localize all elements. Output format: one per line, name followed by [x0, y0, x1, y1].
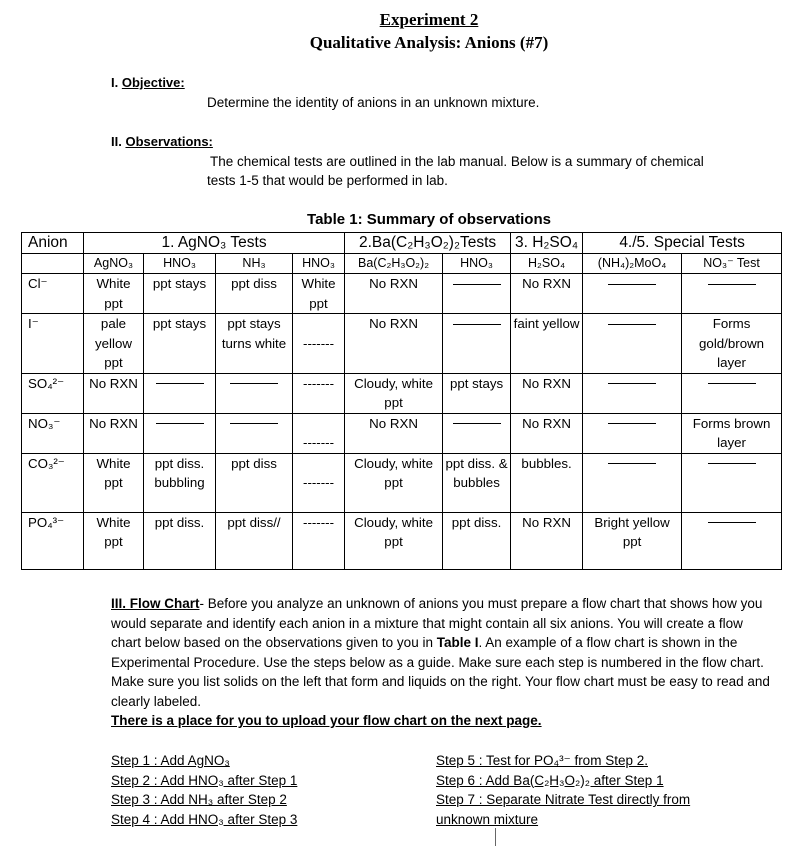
- dash-cell: [682, 274, 782, 314]
- anion-cell: SO₄²⁻: [22, 373, 84, 413]
- table-cell: ppt stays: [144, 314, 216, 374]
- objective-label: Objective:: [121, 75, 185, 90]
- ba-group-header: 2.Ba(C₂H₃O₂)₂Tests: [345, 233, 511, 254]
- table-cell: Cloudy, white ppt: [345, 453, 443, 512]
- dash-cell: [583, 453, 682, 512]
- table-cell: ppt diss: [216, 453, 293, 512]
- table-cell: No RXN: [84, 373, 144, 413]
- table-cell: faint yellow: [511, 314, 583, 374]
- steps-right-column: [436, 751, 690, 829]
- table-cell: ppt stays: [443, 373, 511, 413]
- experiment-subtitle: Qualitative Analysis: Anions (#7): [309, 33, 549, 52]
- table-cell: ppt diss: [216, 274, 293, 314]
- step-item: Step 2 : Add HNO₃ after Step 1: [111, 772, 298, 788]
- step-item: unknown mixture: [436, 811, 539, 827]
- table-cell: Bright yellow ppt: [583, 512, 682, 569]
- dash-cell: [443, 314, 511, 374]
- h2so4-group-header: 3. H₂SO₄: [511, 233, 583, 254]
- table-cell: No RXN: [511, 274, 583, 314]
- dash-cell: [144, 373, 216, 413]
- table-cell: -------: [293, 413, 345, 453]
- table-cell: White ppt: [84, 274, 144, 314]
- table-cell: No RXN: [511, 373, 583, 413]
- sub-header-cell: HNO₃: [293, 254, 345, 274]
- experiment-title: Experiment 2: [379, 10, 479, 29]
- table-row-nitrate: [22, 413, 782, 453]
- table-cell: Forms brown layer: [682, 413, 782, 453]
- observations-label: Observations:: [125, 134, 213, 149]
- step-item: Step 6 : Add Ba(C₂H₃O₂)₂ after Step 1: [436, 772, 664, 788]
- dash-cell: [682, 373, 782, 413]
- table-sub-header: [22, 254, 782, 274]
- anion-cell: I⁻: [22, 314, 84, 374]
- sub-header-cell: (NH₄)₂MoO₄: [583, 254, 682, 274]
- table-row-sulfate: [22, 373, 782, 413]
- step-item: Step 4 : Add HNO₃ after Step 3: [111, 811, 298, 827]
- flow-chart-text-2: . An example of a flow chart is shown in the Experimental Procedure. Use the steps below as a guide. Make sure each step is numbered in the flow chart. Make sure you list solids on the left that form and liquids on the right. Your flow chart must be easy to read and clearly labeled.: [111, 635, 770, 709]
- dash-cell: [583, 314, 682, 374]
- steps-left-column: [111, 751, 297, 829]
- anion-cell: PO₄³⁻: [22, 512, 84, 569]
- table-cell: -------: [293, 512, 345, 569]
- sub-header-cell: NO₃⁻ Test: [682, 254, 782, 274]
- table-cell: Forms gold/brown layer: [682, 314, 782, 374]
- sub-header-cell: HNO₃: [443, 254, 511, 274]
- table-cell: pale yellow ppt: [84, 314, 144, 374]
- table-cell: No RXN: [511, 512, 583, 569]
- table-group-header: [22, 233, 782, 254]
- dash-cell: [216, 413, 293, 453]
- step-item: Step 3 : Add NH₃ after Step 2: [111, 792, 287, 807]
- step-item: Step 5 : Test for PO₄³⁻ from Step 2.: [436, 753, 648, 768]
- dash-cell: [682, 512, 782, 569]
- observations-heading: [111, 134, 213, 149]
- dash-cell: [144, 413, 216, 453]
- dash-cell: [443, 413, 511, 453]
- table-cell: White ppt: [84, 512, 144, 569]
- sub-header-cell: H₂SO₄: [511, 254, 583, 274]
- flow-chart-text-1: - Before you analyze an unknown of anions you must prepare a flow chart that shows how you would separate and identify each anion in a mixture that might contain all six anions. You will create a flow chart below based on the observations given to you in: [111, 596, 763, 650]
- text-cursor: [495, 828, 496, 846]
- table-cell: ppt diss. bubbling: [144, 453, 216, 512]
- anion-cell: CO₃²⁻: [22, 453, 84, 512]
- table-cell: -------: [293, 373, 345, 413]
- table-row-iodide: [22, 314, 782, 374]
- agno3-group-header: 1. AgNO₃ Tests: [84, 233, 345, 254]
- table-cell: -------: [293, 453, 345, 512]
- table-cell: ppt diss.: [144, 512, 216, 569]
- table-cell: ppt diss.: [443, 512, 511, 569]
- table-cell: No RXN: [345, 314, 443, 374]
- dash-cell: [583, 413, 682, 453]
- sub-header-cell: NH₃: [216, 254, 293, 274]
- sub-header-cell: AgNO₃: [84, 254, 144, 274]
- dash-cell: [583, 373, 682, 413]
- objective-number: I.: [111, 75, 119, 90]
- table-row-chloride: [22, 274, 782, 314]
- table-cell: ppt stays: [144, 274, 216, 314]
- anion-cell: NO₃⁻: [22, 413, 84, 453]
- blank-cell: [22, 254, 84, 274]
- objective-heading: [111, 75, 185, 90]
- upload-note: There is a place for you to upload your flow chart on the next page.: [111, 713, 542, 728]
- dash-cell: [583, 274, 682, 314]
- dash-cell: [216, 373, 293, 413]
- objective-text: Determine the identity of anions in an unknown mixture.: [207, 95, 540, 110]
- table-cell: White ppt: [84, 453, 144, 512]
- table-row-carbonate: [22, 453, 782, 512]
- table-cell: Cloudy, white ppt: [345, 373, 443, 413]
- observations-number: II.: [111, 134, 122, 149]
- table-cell: Cloudy, white ppt: [345, 512, 443, 569]
- observations-line-1: The chemical tests are outlined in the lab manual. Below is a summary of chemical: [210, 154, 704, 169]
- table-reference: Table I: [436, 635, 479, 650]
- step-item: Step 7 : Separate Nitrate Test directly from: [436, 792, 691, 807]
- dash-cell: [443, 274, 511, 314]
- table-cell: bubbles.: [511, 453, 583, 512]
- table-cell: No RXN: [84, 413, 144, 453]
- table-cell: White ppt: [293, 274, 345, 314]
- special-group-header: 4./5. Special Tests: [583, 233, 782, 254]
- table-cell: -------: [293, 314, 345, 374]
- table-cell: No RXN: [345, 274, 443, 314]
- anion-header: Anion: [22, 233, 84, 254]
- dash-cell: [682, 453, 782, 512]
- table-cell: ppt diss. & bubbles: [443, 453, 511, 512]
- sub-header-cell: Ba(C₂H₃O₂)₂: [345, 254, 443, 274]
- flow-chart-instructions: [111, 594, 771, 731]
- observations-table: [21, 232, 782, 570]
- step-item: Step 1 : Add AgNO₃: [111, 753, 230, 768]
- sub-header-cell: HNO₃: [144, 254, 216, 274]
- observations-line-2: tests 1-5 that would be performed in lab.: [207, 173, 448, 188]
- table-cell: No RXN: [511, 413, 583, 453]
- table-cell: ppt diss//: [216, 512, 293, 569]
- anion-cell: Cl⁻: [22, 274, 84, 314]
- flow-chart-heading: III. Flow Chart: [111, 596, 200, 611]
- table-caption: Table 1: Summary of observations: [307, 211, 551, 228]
- table-cell: ppt stays turns white: [216, 314, 293, 374]
- table-cell: No RXN: [345, 413, 443, 453]
- table-row-phosphate: [22, 512, 782, 569]
